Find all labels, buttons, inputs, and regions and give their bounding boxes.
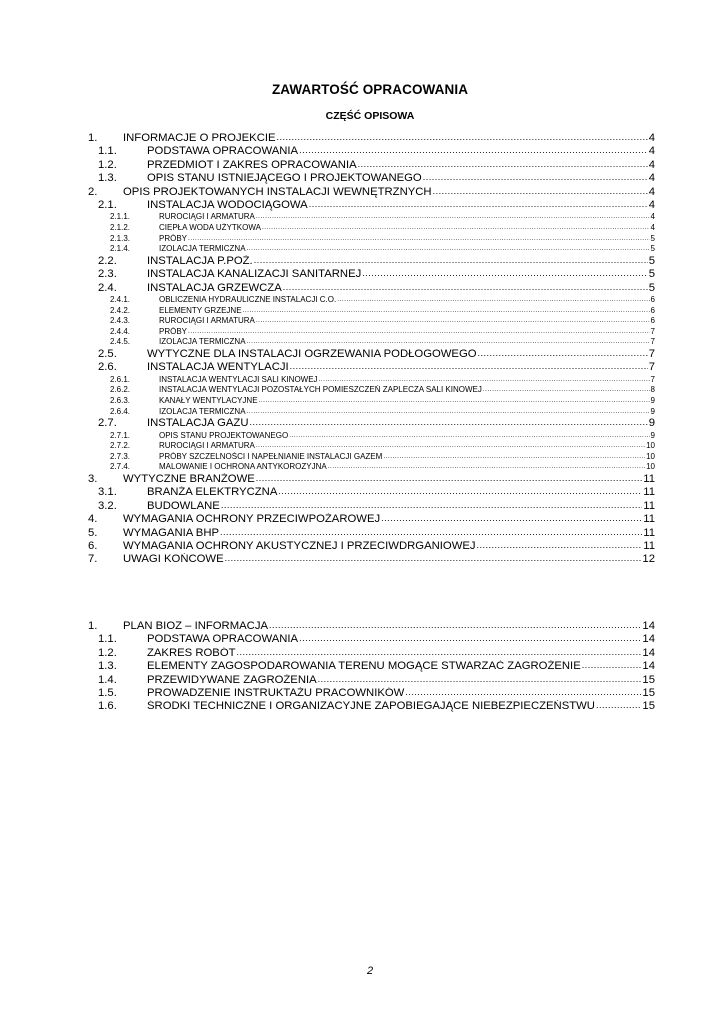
toc-entry-number: 2.4.4.: [110, 326, 131, 336]
toc-entry-number: 2.4.3.: [110, 316, 131, 326]
toc-entry-label: PROWADZENIE INSTRUKTAŻU PRACOWNIKÓW: [147, 687, 405, 699]
toc-dot-leader: [290, 361, 648, 373]
toc-entry-page: 7: [648, 348, 655, 360]
toc-dot-leader: [237, 647, 642, 659]
toc-dot-leader: [262, 223, 650, 233]
toc-entry-label: RUROCIĄGI I ARMATURA: [159, 316, 255, 326]
toc-entry-label: PODSTAWA OPRACOWANIA: [147, 633, 299, 646]
toc-dot-leader: [278, 486, 642, 498]
toc-entry-page: 7: [650, 337, 655, 347]
toc-entry-line: [159, 244, 655, 255]
toc-entry-line: [159, 462, 655, 473]
toc-dot-leader: [358, 159, 648, 171]
toc-entry-number: 2.7.: [98, 417, 117, 430]
toc-entry-label: INSTALACJA WENTYLACJI SALI KINOWEJ: [159, 374, 318, 384]
toc-entry-label: RUROCIĄGI I ARMATURA: [159, 212, 255, 222]
toc-entry-line: [159, 327, 655, 338]
toc-entry-line: [147, 282, 655, 295]
toc-dot-leader: [254, 255, 648, 267]
toc-dot-leader: [582, 660, 642, 672]
toc-dot-leader: [221, 500, 642, 512]
toc-entry-label: PRÓBY: [159, 233, 188, 243]
toc-entry-number: 2.4.1.: [110, 295, 131, 304]
toc-entry-page: 9: [648, 417, 655, 430]
toc-entry-number: 2.6.4.: [110, 406, 131, 416]
toc-entry-page: 9: [650, 406, 655, 416]
toc-entry-label: KANAŁY WENTYLACYJNE: [159, 396, 258, 405]
toc-entry-number: 6.: [88, 540, 98, 552]
toc-dot-leader: [318, 674, 642, 686]
toc-entry-line: [159, 234, 655, 245]
toc-entry-number: 2.1.: [98, 199, 117, 211]
toc-entry-label: WYMAGANIA OCHRONY AKUSTYCZNEJ I PRZECIWDRGANIOWEJ: [123, 540, 476, 552]
toc-entry-label: OPIS STANU PROJEKTOWANEGO: [159, 430, 289, 440]
toc-entry-label: BRANŻA ELEKTRYCZNA: [147, 486, 278, 499]
toc-dot-leader: [283, 282, 648, 294]
toc-dot-leader: [405, 687, 641, 699]
toc-entry-page: 6: [650, 295, 655, 304]
toc-entry-number: 2.1.3.: [110, 233, 131, 243]
toc-entry-line: [147, 660, 655, 673]
toc-entry-line: [147, 348, 655, 361]
toc-entry-label: RUROCIĄGI I ARMATURA: [159, 441, 255, 451]
toc-entry-line: [159, 407, 655, 418]
toc-dot-leader: [478, 348, 648, 360]
toc-entry-line: [123, 473, 655, 486]
toc-entry-line: [123, 527, 655, 540]
toc-entry-number: 2.5.: [98, 348, 117, 360]
toc-entry-page: 10: [646, 441, 655, 451]
toc-entry-line: [147, 199, 655, 212]
toc-entry-label: ELEMENTY GRZEJNE: [159, 305, 242, 315]
toc-dot-leader: [423, 172, 648, 184]
toc-dot-leader: [256, 212, 650, 222]
toc-entry-page: 15: [642, 673, 655, 686]
toc-dot-leader: [225, 553, 642, 565]
toc-entry-label: INSTALACJA GAZU: [147, 417, 249, 430]
toc-entry-label: WYMAGANIA BHP: [123, 526, 220, 539]
toc-entry-label: INSTALACJA WENTYLACJI: [147, 361, 289, 374]
toc-entry-page: 9: [650, 430, 655, 440]
toc-entry-number: 2.7.1.: [110, 430, 131, 440]
toc-entry-line: [159, 337, 655, 348]
toc-entry-label: INSTALACJA WENTYLACJI POZOSTAŁYCH POMIESZCZEŃ ZAPLECZA SALI KINOWEJ: [159, 385, 482, 395]
toc-entry-label: PRZEWIDYWANE ZAGROŻENIA: [147, 673, 317, 686]
toc-dot-leader: [381, 513, 642, 525]
toc-entry-number: 4.: [88, 513, 98, 526]
toc-entry-line: [123, 540, 655, 553]
toc-entry-line: [159, 385, 655, 396]
toc-entry-page: 5: [650, 233, 655, 243]
toc-entry-page: 15: [642, 687, 655, 699]
toc-entry-page: 12: [642, 553, 655, 566]
toc-entry-page: 6: [650, 305, 655, 315]
toc-dot-leader: [247, 337, 650, 347]
toc-entry-line: [147, 159, 655, 172]
toc-dot-leader: [188, 327, 650, 337]
toc-entry-line: [123, 620, 655, 633]
toc-entry-number: 1.: [88, 620, 98, 632]
toc-dot-leader: [188, 234, 650, 244]
toc-entry-line: [147, 417, 655, 430]
toc-entry-number: 3.2.: [98, 499, 117, 512]
toc-entry-number: 2.1.2.: [110, 223, 131, 232]
toc-entry-page: 4: [648, 199, 655, 211]
toc-dot-leader: [328, 462, 645, 472]
toc-entry-page: 4: [650, 212, 655, 222]
toc-entry-label: OPIS STANU ISTNIEJĄCEGO I PROJEKTOWANEGO: [147, 172, 422, 185]
toc-entry-line: [147, 700, 655, 713]
toc-dot-leader: [289, 431, 649, 441]
toc-dot-leader: [433, 186, 648, 198]
section-subtitle: CZĘŚĆ OPISOWA: [325, 110, 415, 122]
toc-entry-label: UWAGI KOŃCOWE: [123, 553, 224, 566]
toc-entry-page: 14: [642, 620, 655, 632]
toc-entry-label: WYTYCZNE DLA INSTALACJI OGRZEWANIA PODŁOGOWEGO: [147, 348, 477, 360]
toc-entry-page: 9: [650, 396, 655, 405]
toc-entry-label: IZOLACJA TERMICZNA: [159, 244, 246, 254]
toc-dot-leader: [256, 473, 642, 485]
toc-entry-number: 7.: [88, 553, 98, 566]
toc-entry-label: PRÓBY SZCZELNOŚCI I NAPEŁNIANIE INSTALACJI GAZEM: [159, 451, 383, 461]
toc-entry-line: [147, 633, 655, 646]
toc-entry-number: 3.: [88, 473, 98, 485]
toc-entry-number: 2.6.1.: [110, 374, 131, 384]
toc-entry-label: PRZEDMIOT I ZAKRES OPRACOWANIA: [147, 158, 357, 171]
toc-dot-leader: [309, 199, 648, 211]
toc-dot-leader: [299, 633, 641, 645]
toc-entry-number: 1.: [88, 132, 98, 144]
toc-entry-line: [147, 361, 655, 374]
toc-entry-label: ELEMENTY ZAGOSPODAROWANIA TERENU MOGĄCE STWARZAĆ ZAGROŻENIE: [147, 660, 581, 673]
toc-entry-page: 4: [648, 158, 655, 171]
toc-entry-page: 10: [646, 451, 655, 461]
toc-entry-number: 2.3.: [98, 268, 117, 281]
toc-entry-label: WYTYCZNE BRANŻOWE: [123, 473, 255, 485]
toc-entry-line: [147, 172, 655, 185]
toc-entry-number: 1.6.: [98, 700, 117, 713]
toc-entry-number: 1.3.: [98, 172, 117, 185]
toc-dot-leader: [256, 316, 650, 326]
toc-entry-number: 2.7.4.: [110, 462, 131, 472]
toc-entry-line: [159, 441, 655, 452]
toc-entry-page: 14: [642, 646, 655, 659]
toc-entry-number: 2.7.3.: [110, 451, 131, 461]
toc-dot-leader: [383, 452, 645, 462]
toc-entry-page: 14: [642, 633, 655, 646]
toc-entry-number: 1.4.: [98, 673, 117, 686]
toc-entry-label: ŚRODKI TECHNICZNE I ORGANIZACYJNE ZAPOBIEGAJĄCE NIEBEZPIECZEŃSTWU: [147, 700, 595, 713]
toc-entry-page: 5: [650, 244, 655, 254]
toc-entry-page: 11: [643, 513, 655, 526]
toc-entry-label: INSTALACJA GRZEWCZA: [147, 281, 282, 294]
toc-dot-leader: [249, 417, 647, 429]
toc-dot-leader: [277, 132, 648, 144]
toc-entry-label: IZOLACJA TERMICZNA: [159, 406, 246, 416]
toc-entry-line: [159, 223, 655, 234]
toc-entry-page: 4: [648, 185, 655, 198]
toc-entry-number: 2.6.3.: [110, 396, 131, 405]
toc-entry-page: 7: [650, 326, 655, 336]
toc-entry-line: [147, 255, 655, 268]
toc-entry-page: 4: [650, 223, 655, 232]
toc-entry-line: [123, 553, 655, 566]
toc-entry-page: 7: [648, 361, 655, 374]
toc-entry-page: 5: [648, 281, 655, 294]
toc-entry-page: 11: [643, 499, 655, 512]
toc-entry-number: 2.: [88, 185, 98, 198]
toc-entry-number: 1.1.: [98, 633, 117, 646]
toc-entry-page: 11: [643, 540, 655, 552]
toc-entry-line: [147, 268, 655, 281]
toc-entry-number: 1.1.: [98, 145, 117, 158]
toc-entry-page: 5: [648, 254, 655, 267]
toc-entry-label: OBLICZENIA HYDRAULICZNE INSTALACJI C.O.: [159, 295, 337, 304]
toc-entry-line: [147, 145, 655, 158]
toc-entry-line: [159, 452, 655, 463]
toc-dot-leader: [362, 268, 647, 280]
toc-entry-label: IZOLACJA TERMICZNA: [159, 337, 246, 347]
toc-dot-leader: [220, 527, 642, 539]
toc-entry-page: 5: [648, 268, 655, 281]
toc-dot-leader: [243, 306, 650, 316]
toc-dot-leader: [596, 700, 641, 712]
toc-dot-leader: [247, 407, 650, 417]
toc-entry-line: [123, 186, 655, 199]
toc-entry-page: 4: [648, 145, 655, 158]
toc-dot-leader: [477, 540, 643, 552]
toc-dot-leader: [299, 145, 648, 157]
toc-entry-page: 8: [650, 385, 655, 395]
toc-dot-leader: [259, 396, 650, 406]
toc-entry-number: 1.5.: [98, 687, 117, 699]
toc-entry-label: PLAN BIOZ – INFORMACJA: [123, 620, 269, 632]
toc-entry-number: 2.4.5.: [110, 337, 131, 347]
toc-dot-leader: [256, 441, 645, 451]
toc-entry-page: 4: [648, 172, 655, 185]
toc-entry-label: CIEPŁA WODA UŻYTKOWA: [159, 223, 261, 232]
toc-entry-number: 2.7.2.: [110, 441, 131, 451]
page-number: 2: [366, 965, 374, 977]
toc-entry-page: 4: [648, 132, 655, 144]
toc-entry-line: [147, 674, 655, 687]
toc-entry-line: [147, 687, 655, 700]
toc-entry-label: INFORMACJE O PROJEKCIE: [123, 132, 276, 144]
toc-entry-line: [147, 647, 655, 660]
toc-entry-page: 15: [642, 700, 655, 713]
toc-entry-number: 2.6.: [98, 361, 117, 374]
toc-entry-number: 3.1.: [98, 486, 117, 499]
toc-dot-leader: [337, 295, 649, 305]
toc-entry-number: 1.2.: [98, 158, 117, 171]
toc-entry-number: 1.2.: [98, 646, 117, 659]
toc-entry-number: 2.1.1.: [110, 212, 131, 222]
toc-dot-leader: [483, 385, 650, 395]
toc-entry-line: [159, 375, 655, 386]
toc-dot-leader: [269, 620, 641, 632]
toc-entry-label: INSTALACJA KANALIZACJI SANITARNEJ: [147, 268, 362, 281]
toc-entry-page: 10: [646, 462, 655, 472]
toc-entry-page: 11: [643, 486, 655, 499]
toc-dot-leader: [319, 375, 650, 385]
toc-entry-line: [123, 513, 655, 526]
toc-entry-line: [159, 431, 655, 442]
toc-dot-leader: [247, 244, 650, 254]
toc-entry-line: [147, 500, 655, 513]
toc-entry-page: 14: [642, 660, 655, 673]
toc-entry-line: [147, 486, 655, 499]
toc-entry-line: [159, 295, 655, 306]
toc-entry-number: 5.: [88, 526, 98, 539]
toc-entry-line: [159, 306, 655, 317]
document-title: ZAWARTOŚĆ OPRACOWANIA: [271, 82, 469, 97]
toc-entry-page: 7: [650, 374, 655, 384]
toc-entry-page: 6: [650, 316, 655, 326]
toc-entry-number: 2.4.2.: [110, 305, 131, 315]
toc-entry-label: BUDOWLANE: [147, 499, 220, 512]
toc-entry-label: OPIS PROJEKTOWANYCH INSTALACJI WEWNĘTRZNYCH: [123, 185, 432, 198]
toc-entry-label: INSTALACJA WODOCIĄGOWA: [147, 199, 308, 211]
toc-entry-label: WYMAGANIA OCHRONY PRZECIWPOŻAROWEJ: [123, 513, 381, 526]
toc-entry-label: ZAKRES ROBÓT: [147, 646, 236, 659]
toc-entry-number: 2.6.2.: [110, 385, 131, 395]
toc-entry-label: PRÓBY: [159, 326, 188, 336]
toc-entry-line: [159, 316, 655, 327]
toc-entry-number: 2.4.: [98, 281, 117, 294]
toc-entry-line: [123, 132, 655, 145]
toc-entry-line: [159, 212, 655, 223]
toc-entry-label: INSTALACJA P.POŻ.: [147, 254, 253, 267]
toc-entry-label: MALOWANIE I OCHRONA ANTYKOROZYJNA: [159, 462, 327, 472]
toc-entry-label: PODSTAWA OPRACOWANIA: [147, 145, 299, 158]
toc-entry-page: 11: [643, 473, 655, 485]
toc-entry-number: 2.1.4.: [110, 244, 131, 254]
toc-entry-number: 1.3.: [98, 660, 117, 673]
toc-entry-number: 2.2.: [98, 254, 117, 267]
toc-entry-line: [159, 396, 655, 407]
toc-entry-page: 11: [643, 526, 655, 539]
